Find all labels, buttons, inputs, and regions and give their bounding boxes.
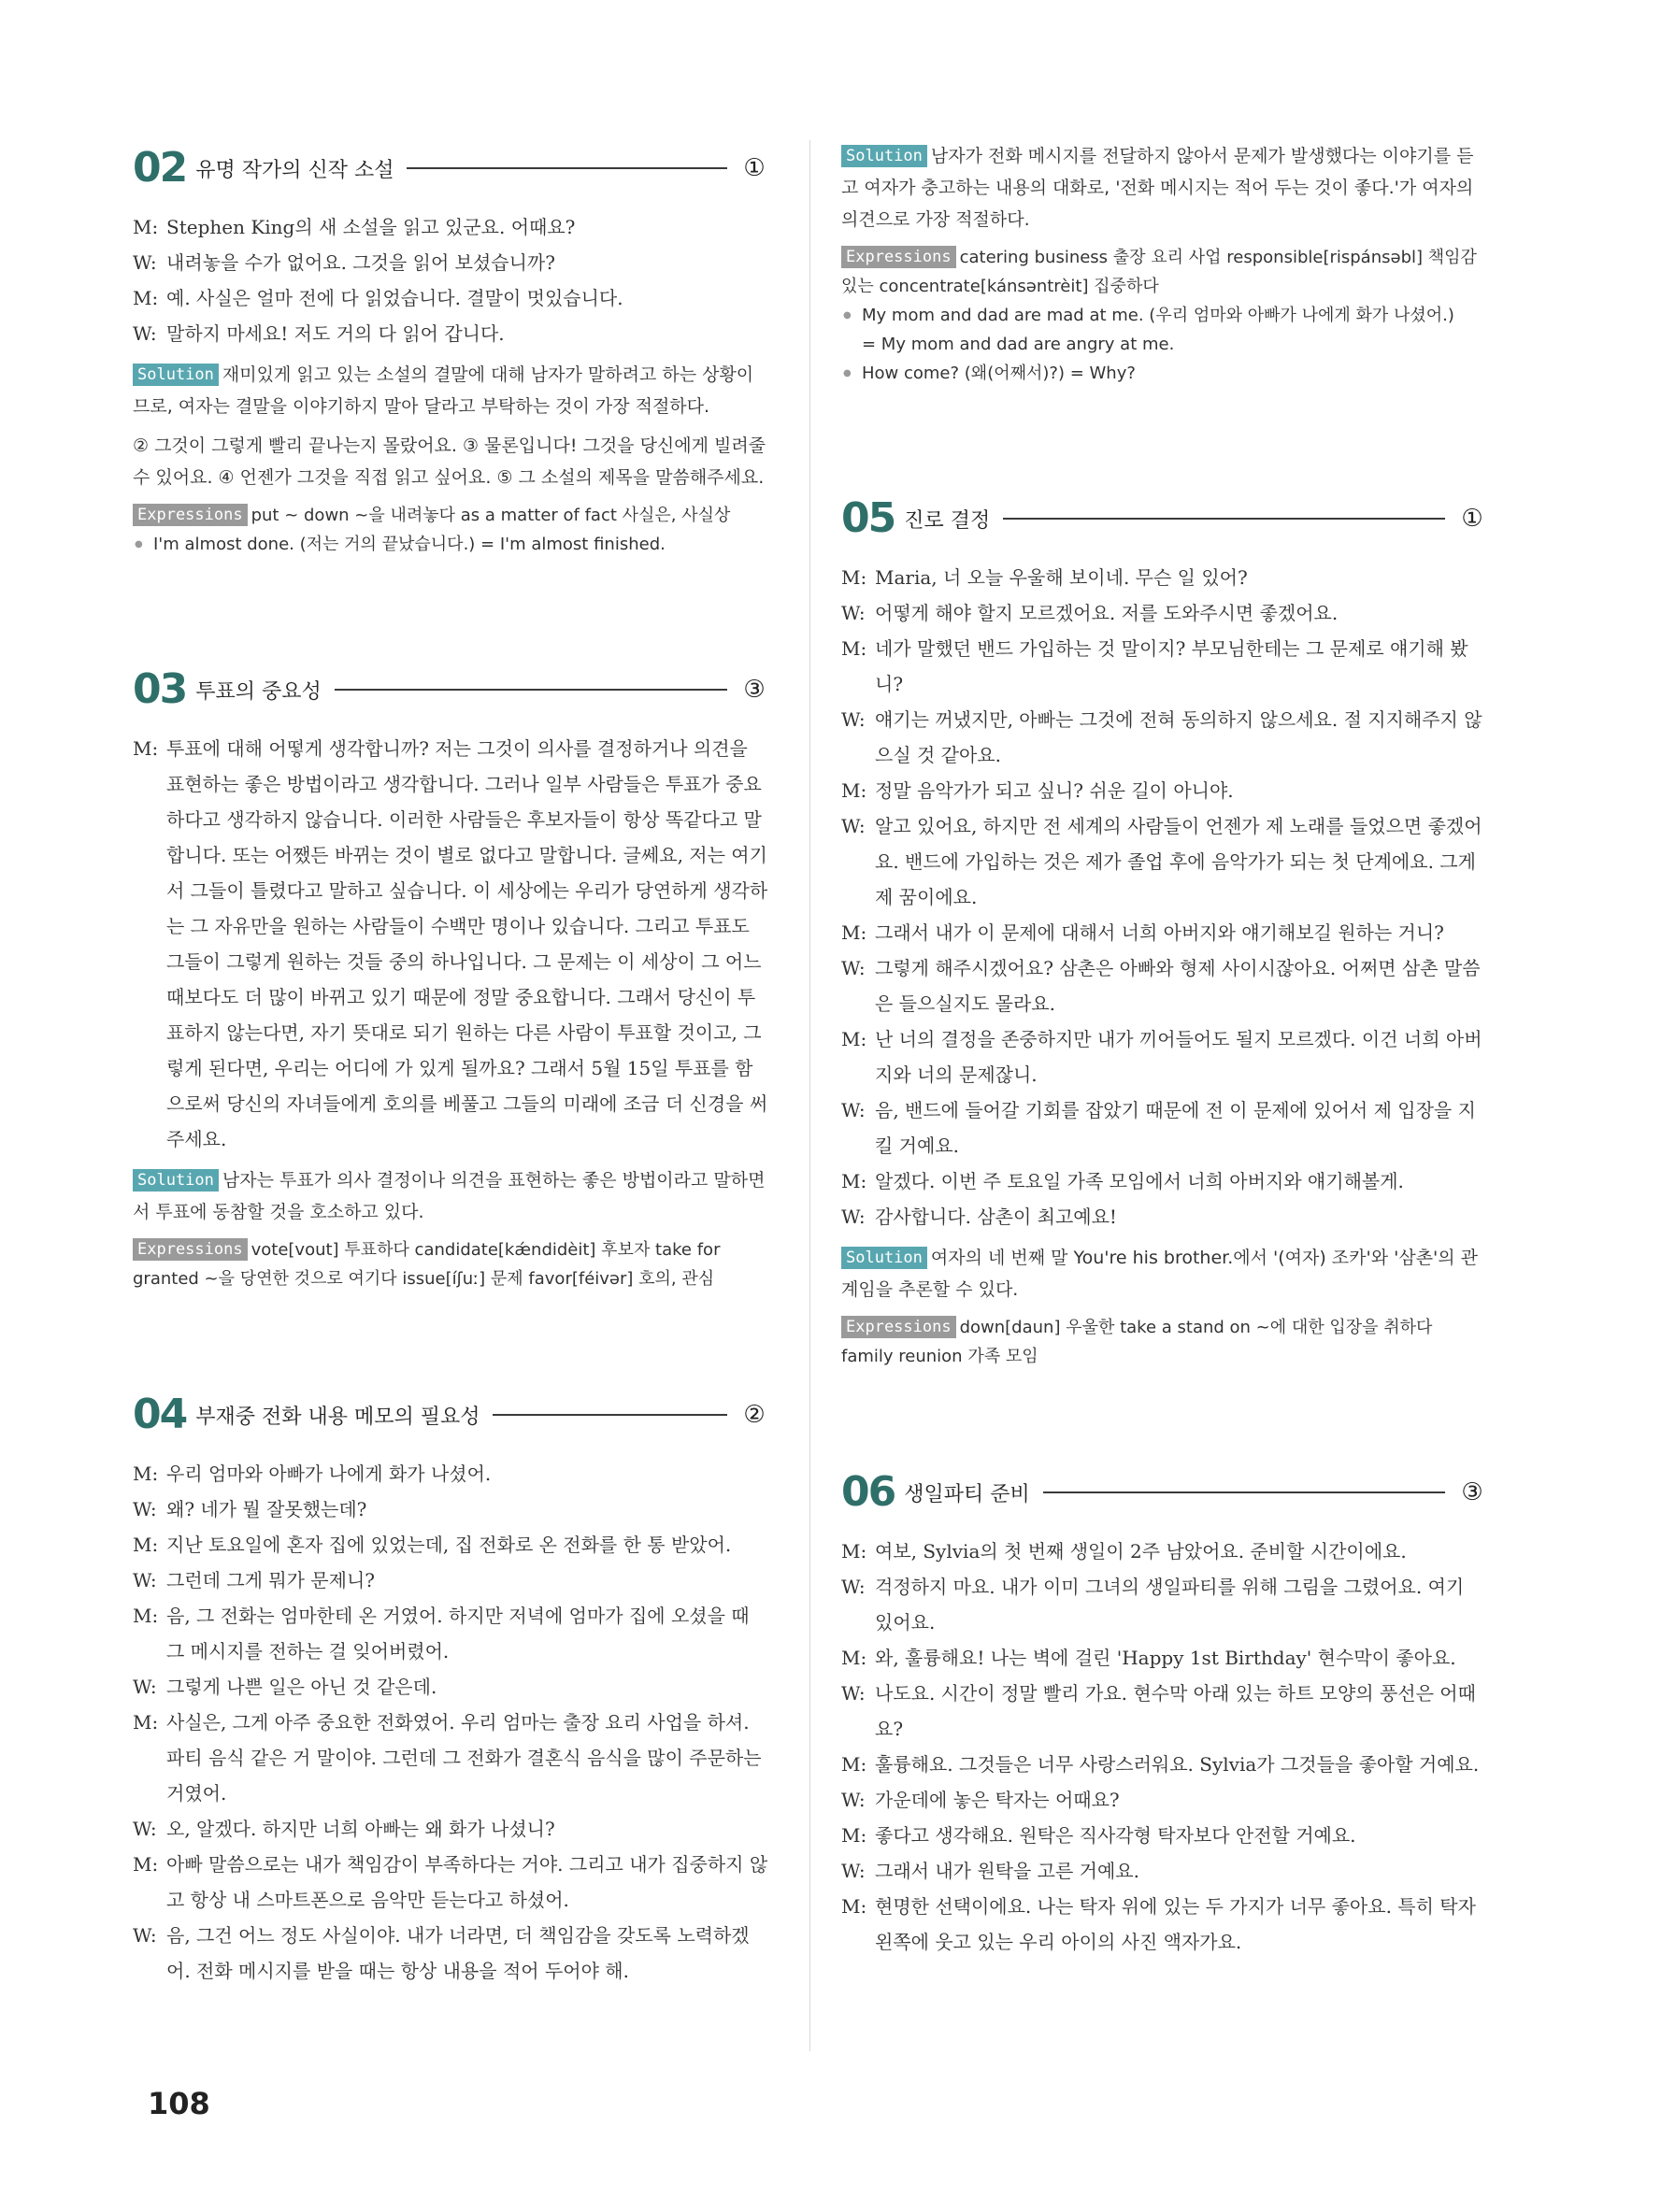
speaker: W: <box>841 1789 866 1811</box>
utterance: 좋다고 생각해요. 원탁은 직사각형 탁자보다 안전할 거예요. <box>875 1824 1356 1847</box>
speaker: W: <box>841 1576 866 1598</box>
header-rule <box>335 689 727 691</box>
left-column <box>133 140 768 1989</box>
header-rule <box>407 167 727 169</box>
section-06 <box>841 1464 1486 1960</box>
dialogue-line <box>841 1853 1486 1889</box>
dialogue-line <box>841 560 1486 595</box>
answer-number: ③ <box>1461 1478 1483 1506</box>
expressions-text: catering business 출장 요리 사업 responsible[rispánsəbl] 책임감 있는 concentrate[kánsəntrèit] 집중하다 <box>841 248 1477 296</box>
expressions-note <box>133 501 768 530</box>
utterance: 그렇게 해주시겠어요? 삼촌은 아빠와 형제 사이시잖아요. 어쩌면 삼촌 말씀은 들으실지도 몰라요. <box>875 957 1481 1015</box>
dialogue-line <box>841 1021 1486 1092</box>
section-number: 03 <box>133 665 187 713</box>
speaker: M: <box>133 1534 159 1556</box>
dialogue-line <box>133 280 768 316</box>
utterance: 감사합니다. 삼촌이 최고예요! <box>875 1206 1117 1228</box>
solution-tag: Solution <box>841 1247 927 1269</box>
utterance: 나도요. 시간이 정말 빨리 가요. 현수막 아래 있는 하트 모양의 풍선은 어때요? <box>875 1682 1476 1740</box>
speaker: M: <box>133 1853 159 1876</box>
speaker: W: <box>133 1676 157 1698</box>
expressions-note <box>133 1235 768 1293</box>
utterance: 걱정하지 마요. 내가 이미 그녀의 생일파티를 위해 그림을 그렸어요. 여기 있어요. <box>875 1576 1465 1634</box>
dialogue-line <box>841 1163 1486 1199</box>
utterance: 음, 밴드에 들어갈 기회를 잡았기 때문에 전 이 문제에 있어서 제 입장을 지킬 거예요. <box>875 1099 1476 1157</box>
speaker: M: <box>841 1647 867 1669</box>
section-number: 04 <box>133 1391 187 1438</box>
solution-tag: Solution <box>841 145 927 167</box>
utterance: 그렇게 나쁜 일은 아닌 것 같은데. <box>166 1676 437 1698</box>
solution-text: 재미있게 읽고 있는 소설의 결말에 대해 남자가 말하려고 하는 상황이므로, 여자는 결말을 이야기하지 말아 달라고 부탁하는 것이 가장 적절하다. <box>133 364 754 417</box>
dialogue-line <box>841 1092 1486 1163</box>
expression-bullet: ● How come? (왜(어째서)?) = Why? <box>841 359 1486 388</box>
section-03 <box>133 662 768 1293</box>
dialogue-line <box>133 1669 768 1705</box>
solution-note <box>841 1242 1486 1306</box>
speaker: M: <box>841 1824 867 1847</box>
answer-number: ② <box>743 1401 766 1429</box>
dialogue-line <box>841 1747 1486 1782</box>
utterance: 말하지 마세요! 저도 거의 다 읽어 갑니다. <box>166 322 505 345</box>
dialogue-line <box>841 631 1486 702</box>
utterance: 오, 알겠다. 하지만 너희 아빠는 왜 화가 나셨니? <box>166 1818 555 1840</box>
dialogue-line <box>841 915 1486 950</box>
answer-number: ① <box>743 154 766 182</box>
dialogue-line <box>841 702 1486 773</box>
section-header <box>133 1387 768 1443</box>
utterance: Stephen King의 새 소설을 읽고 있군요. 어때요? <box>166 216 576 238</box>
answer-number: ① <box>1461 505 1483 533</box>
speaker: M: <box>133 1463 159 1485</box>
expressions-text: vote[vout] 투표하다 candidate[kǽndidèit] 후보자 take for granted ~을 당연한 것으로 여기다 issue[íʃuː] 문제 favor[féivər] 호의, 관심 <box>133 1240 721 1289</box>
utterance: 내려놓을 수가 없어요. 그것을 읽어 보셨습니까? <box>166 251 555 274</box>
speaker: M: <box>841 779 867 802</box>
utterance: 우리 엄마와 아빠가 나에게 화가 나셨어. <box>166 1463 492 1485</box>
speaker: M: <box>841 1753 867 1776</box>
utterance: 알겠다. 이번 주 토요일 가족 모임에서 너희 아버지와 얘기해볼게. <box>875 1170 1404 1192</box>
dialogue-line <box>133 1918 768 1989</box>
dialogue-line <box>133 1811 768 1847</box>
utterance: 얘기는 꺼냈지만, 아빠는 그것에 전혀 동의하지 않으세요. 절 지지해주지 않으실 것 같아요. <box>875 708 1482 766</box>
section-number: 05 <box>841 494 895 542</box>
speaker: M: <box>841 1540 867 1563</box>
dialogue <box>133 1456 768 1989</box>
expressions-tag: Expressions <box>841 246 956 268</box>
dialogue-line <box>841 1676 1486 1747</box>
speaker: M: <box>841 1028 867 1050</box>
dialogue-line <box>133 1705 768 1811</box>
dialogue-line <box>841 950 1486 1021</box>
expressions-text: down[daun] 우울한 take a stand on ~에 대한 입장을 취하다 family reunion 가족 모임 <box>841 1318 1433 1366</box>
section-title: 투표의 중요성 <box>195 679 322 704</box>
dialogue-line <box>841 1569 1486 1640</box>
expressions-text: put ~ down ~을 내려놓다 as a matter of fact 사실은, 사실상 <box>251 506 731 525</box>
speaker: W: <box>133 1498 157 1520</box>
solution-tag: Solution <box>133 364 219 386</box>
column-divider <box>809 140 810 2051</box>
header-rule <box>1003 518 1445 520</box>
dialogue-line <box>841 1534 1486 1569</box>
speaker: M: <box>133 287 159 309</box>
speaker: M: <box>841 1895 867 1918</box>
dialogue-line <box>133 1491 768 1527</box>
dialogue-line <box>133 1563 768 1598</box>
expressions-tag: Expressions <box>841 1316 956 1338</box>
section-title: 진로 결정 <box>904 508 991 533</box>
utterance: 여보, Sylvia의 첫 번째 생일이 2주 남았어요. 준비할 시간이에요. <box>875 1540 1407 1563</box>
dialogue <box>841 1534 1486 1960</box>
speaker: M: <box>841 637 867 660</box>
section-number: 06 <box>841 1468 895 1516</box>
section-header <box>133 662 768 718</box>
speaker: W: <box>133 1569 157 1591</box>
section-title: 부재중 전화 내용 메모의 필요성 <box>195 1405 480 1429</box>
utterance: 어떻게 해야 할지 모르겠어요. 저를 도와주시면 좋겠어요. <box>875 602 1339 624</box>
utterance: 그래서 내가 이 문제에 대해서 너희 아버지와 얘기해보길 원하는 거니? <box>875 921 1444 944</box>
utterance: 그런데 그게 뭐가 문제니? <box>166 1569 375 1591</box>
dialogue-line <box>841 1889 1486 1960</box>
section-header <box>841 491 1486 547</box>
utterance: 와, 훌륭해요! 나는 벽에 걸린 'Happy 1st Birthday' 현수막이 좋아요. <box>875 1647 1456 1669</box>
solution-choices: ② 그것이 그렇게 빨리 끝나는지 몰랐어요. ③ 물론입니다! 그것을 당신에게 빌려줄 수 있어요. ④ 언젠가 그것을 직접 읽고 싶어요. ⑤ 그 소설의 제목을 말씀해주세요. <box>133 435 766 488</box>
dialogue-line <box>133 1598 768 1669</box>
speaker: W: <box>133 1924 157 1947</box>
expression-bullet: ● I'm almost done. (저는 거의 끝났습니다.) = I'm almost finished. <box>133 530 768 559</box>
expressions-tag: Expressions <box>133 1238 248 1261</box>
solution-text: 남자는 투표가 의사 결정이나 의견을 표현하는 좋은 방법이라고 말하면서 투표에 동참할 것을 호소하고 있다. <box>133 1170 766 1222</box>
utterance: Maria, 너 오늘 우울해 보이네. 무슨 일 있어? <box>875 566 1248 589</box>
speaker: W: <box>841 708 866 731</box>
dialogue-line <box>841 1818 1486 1853</box>
header-rule <box>1043 1491 1445 1493</box>
speaker: W: <box>133 251 157 274</box>
header-rule <box>493 1414 727 1416</box>
answer-number: ③ <box>743 676 766 704</box>
speaker: M: <box>841 921 867 944</box>
utterance: 사실은, 그게 아주 중요한 전화였어. 우리 엄마는 출장 요리 사업을 하셔. 파티 음식 같은 거 말이야. 그런데 그 전화가 결혼식 음식을 많이 주문하는 거였어. <box>166 1711 762 1805</box>
dialogue <box>841 560 1486 1234</box>
speaker: W: <box>133 1818 157 1840</box>
utterance: 가운데에 놓은 탁자는 어때요? <box>875 1789 1120 1811</box>
section-header <box>133 140 768 196</box>
speaker: M: <box>841 566 867 589</box>
solution-text: 남자가 전화 메시지를 전달하지 않아서 문제가 발생했다는 이야기를 듣고 여자가 충고하는 내용의 대화로, '전화 메시지는 적어 두는 것이 좋다.'가 여자의 의견으로 가장 적절하다. <box>841 146 1474 230</box>
utterance: 음, 그 전화는 엄마한테 온 거였어. 하지만 저녁에 엄마가 집에 오셨을 때 그 메시지를 전하는 걸 잊어버렸어. <box>166 1605 750 1663</box>
dialogue-line <box>841 1782 1486 1818</box>
speaker: W: <box>841 1099 866 1121</box>
section-04 <box>133 1387 768 1989</box>
section-title: 유명 작가의 신작 소설 <box>195 158 394 182</box>
speaker: W: <box>841 957 866 979</box>
utterance: 훌륭해요. 그것들은 너무 사랑스러워요. Sylvia가 그것들을 좋아할 거예요. <box>875 1753 1480 1776</box>
dialogue-line <box>133 245 768 280</box>
dialogue-line <box>841 595 1486 631</box>
speaker: W: <box>841 602 866 624</box>
solution-tag: Solution <box>133 1169 219 1192</box>
section-number: 02 <box>133 144 187 192</box>
speaker: M: <box>133 216 159 238</box>
utterance: 투표에 대해 어떻게 생각합니까? 저는 그것이 의사를 결정하거나 의견을 표현하는 좋은 방법이라고 생각합니다. 그러나 일부 사람들은 투표가 중요하다고 생각하지 않습니다. 이러한 사람들은 후보자들이 항상 똑같다고 말합니다. 또는 어쨌든 바뀌는 것이 별로 없다고 말합니다. 글쎄요, 저는 여기서 그들이 틀렸다고 말하고 싶습니다. 이 세상에는 우리가 당연하게 생각하는 그 자유만을 원하는 사람들이 수백만 명이나 있습니다. 그리고 투표도 그들이 그렇게 원하는 것들 중의 하나입니다. 그 문제는 이 세상이 그 어느 때보다도 더 많이 바뀌고 있기 때문에 정말 중요합니다. 그래서 당신이 투표하지 않는다면, 자기 뜻대로 되기 원하는 다른 사람이 투표할 것이고, 그렇게 된다면, 우리는 어디에 가 있게 될까요? 그래서 5월 15일 투표를 함으로써 당신의 자녀들에게 호의를 베풀고 그들의 미래에 조금 더 신경을 써주세요. <box>166 737 768 1150</box>
solution-note <box>133 1164 768 1228</box>
solution-text: 여자의 네 번째 말 You're his brother.에서 '(여자) 조카'와 '삼촌'의 관계임을 추론할 수 있다. <box>841 1248 1479 1300</box>
expressions-note <box>841 1313 1486 1371</box>
dialogue-line <box>133 1456 768 1491</box>
dialogue-line <box>841 1199 1486 1234</box>
dialogue-line <box>133 209 768 245</box>
dialogue <box>133 731 768 1157</box>
utterance: 그래서 내가 원탁을 고른 거예요. <box>875 1860 1139 1882</box>
speaker: M: <box>133 1711 159 1734</box>
expressions-note <box>841 243 1486 301</box>
dialogue-line <box>841 1640 1486 1676</box>
section-04-notes <box>841 140 1486 388</box>
utterance: 지난 토요일에 혼자 집에 있었는데, 집 전화로 온 전화를 한 통 받았어. <box>166 1534 732 1556</box>
solution-note <box>133 359 768 422</box>
speaker: W: <box>841 1682 866 1705</box>
speaker: W: <box>841 1860 866 1882</box>
expression-bullet: ● My mom and dad are mad at me. (우리 엄마와 아빠가 나에게 화가 나셨어.) <box>841 301 1486 330</box>
utterance: 아빠 말씀으로는 내가 책임감이 부족하다는 거야. 그리고 내가 집중하지 않고 항상 내 스마트폰으로 음악만 듣는다고 하셨어. <box>166 1853 768 1911</box>
speaker: M: <box>841 1170 867 1192</box>
speaker: M: <box>133 737 159 760</box>
utterance: 알고 있어요, 하지만 전 세계의 사람들이 언젠가 제 노래를 들었으면 좋겠어요. 밴드에 가입하는 것은 제가 졸업 후에 음악가가 되는 첫 단계에요. 그게 제 꿈이에요. <box>875 815 1482 908</box>
utterance: 네가 말했던 밴드 가입하는 것 말이지? 부모님한테는 그 문제로 얘기해 봤니? <box>875 637 1468 695</box>
expression-bullet-continuation: = My mom and dad are angry at me. <box>862 335 1175 354</box>
dialogue <box>133 209 768 351</box>
dialogue-line <box>133 1847 768 1918</box>
utterance: 왜? 네가 뭘 잘못했는데? <box>166 1498 367 1520</box>
section-header <box>841 1464 1486 1520</box>
utterance: 음, 그건 어느 정도 사실이야. 내가 너라면, 더 책임감을 갖도록 노력하겠어. 전화 메시지를 받을 때는 항상 내용을 적어 두어야 해. <box>166 1924 750 1982</box>
dialogue-line <box>133 731 768 1157</box>
utterance: 정말 음악가가 되고 싶니? 쉬운 길이 아니야. <box>875 779 1234 802</box>
section-title: 생일파티 준비 <box>904 1482 1030 1506</box>
solution-note <box>841 140 1486 235</box>
utterance: 예. 사실은 얼마 전에 다 읽었습니다. 결말이 멋있습니다. <box>166 287 623 309</box>
utterance: 현명한 선택이에요. 나는 탁자 위에 있는 두 가지가 너무 좋아요. 특히 탁자 왼쪽에 웃고 있는 우리 아이의 사진 액자가요. <box>875 1895 1476 1953</box>
dialogue-line <box>841 808 1486 915</box>
utterance: 난 너의 결정을 존중하지만 내가 끼어들어도 될지 모르겠다. 이건 너희 아버지와 너의 문제잖니. <box>875 1028 1482 1086</box>
expressions-tag: Expressions <box>133 504 248 526</box>
speaker: W: <box>133 322 157 345</box>
speaker: W: <box>841 815 866 837</box>
dialogue-line <box>841 773 1486 808</box>
right-column <box>841 140 1486 1960</box>
dialogue-line <box>133 1527 768 1563</box>
page-number: 108 <box>148 2086 210 2121</box>
speaker: M: <box>133 1605 159 1627</box>
dialogue-line <box>133 316 768 351</box>
section-02 <box>133 140 768 559</box>
speaker: W: <box>841 1206 866 1228</box>
section-05 <box>841 491 1486 1371</box>
